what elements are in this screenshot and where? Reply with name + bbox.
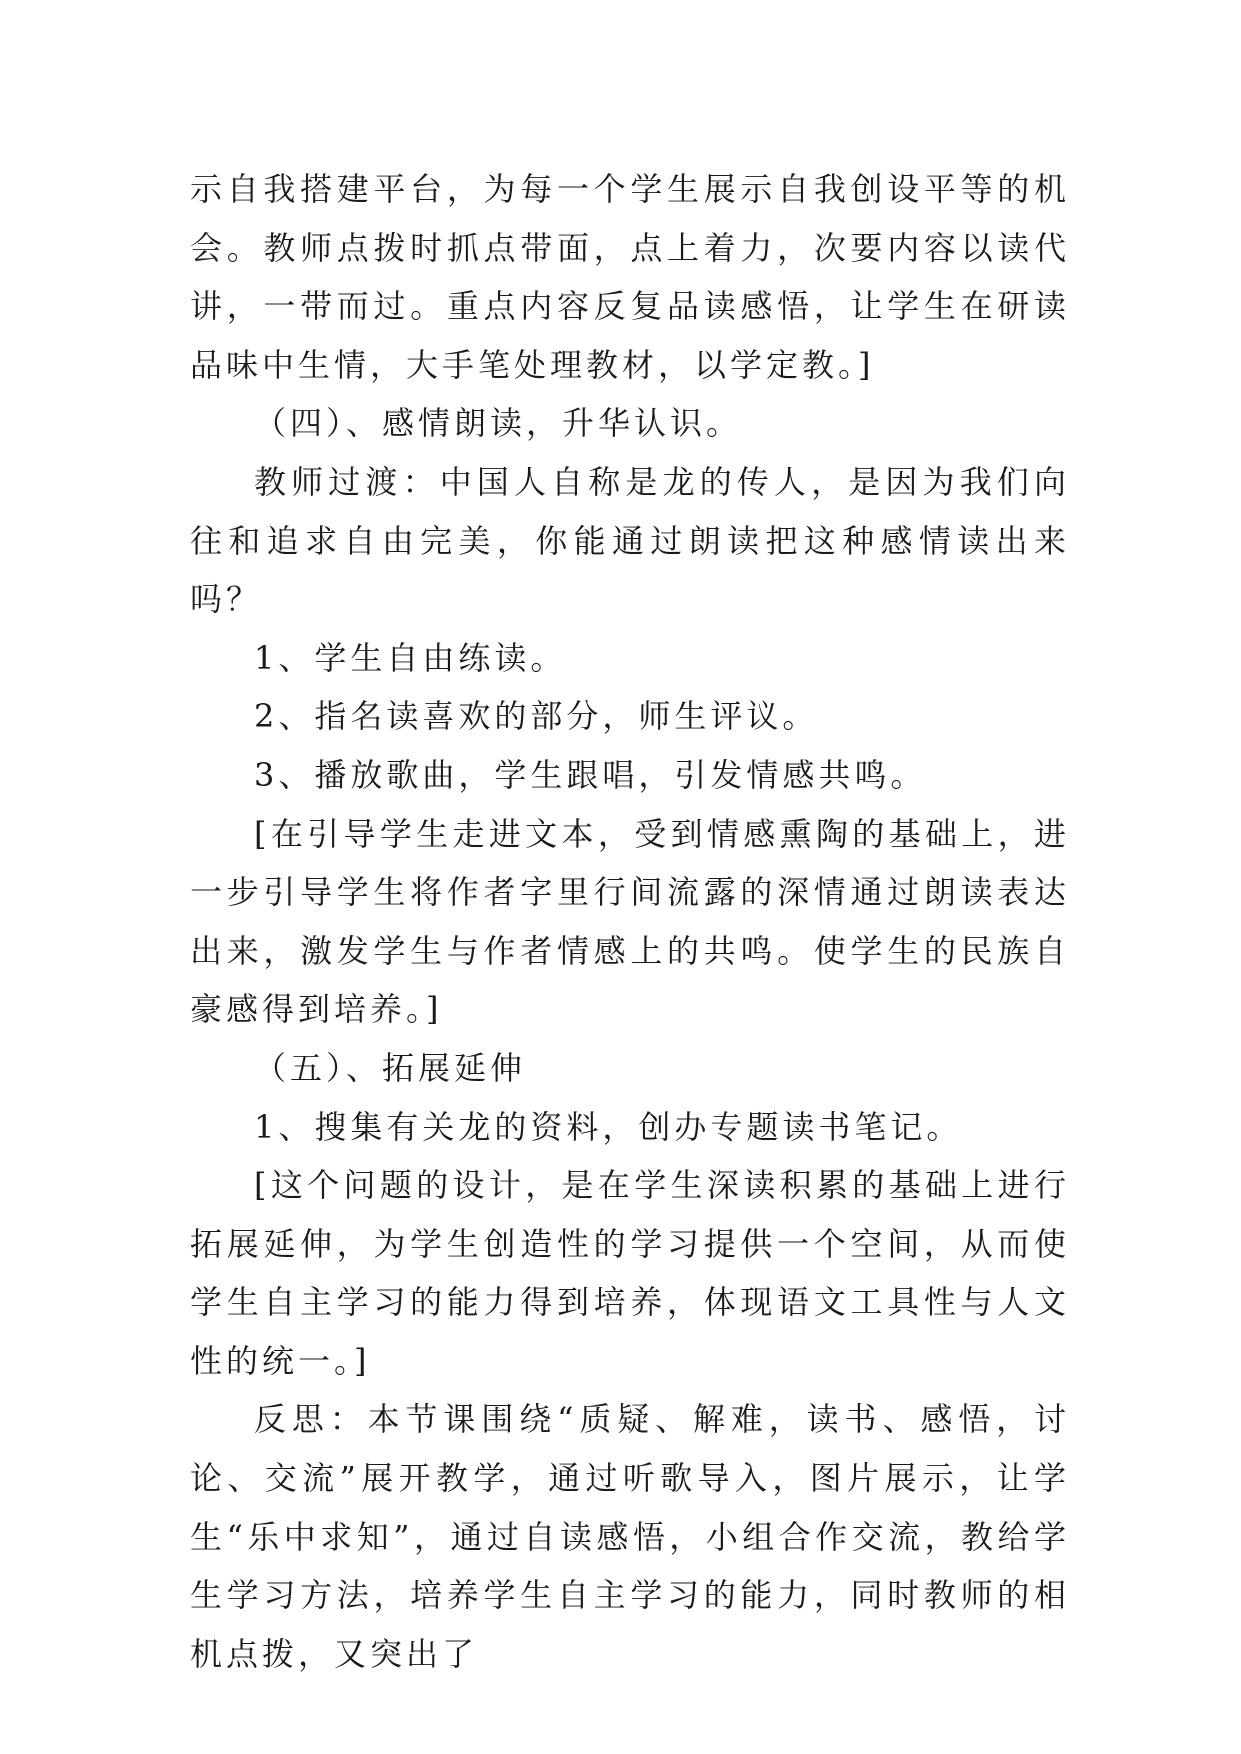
section-heading-four: （四）、感情朗读，升华认识。 <box>254 404 743 443</box>
section-heading-five: （五）、拓展延伸 <box>254 1048 527 1087</box>
paragraph-annotation-extension: [这个问题的设计，是在学生深读积累的基础上进行拓展延伸，为学生创造性的学习提供一个空间，从而使学生自主学习的能力得到培养，体现语文工具性与人文性的统一。] <box>190 1166 1070 1380</box>
document-body <box>190 160 1070 1683</box>
paragraph-teacher-transition: 教师过渡：中国人自称是龙的传人，是因为我们向往和追求自由完美，你能通过朗读把这种感情读出来吗？ <box>190 462 1070 619</box>
list-item-collect: 1、搜集有关龙的资料，创办专题读书笔记。 <box>254 1107 963 1146</box>
list-item-2: 2、指名读喜欢的部分，师生评议。 <box>254 697 819 736</box>
paragraph-annotation-reading: [在引导学生走进文本，受到情感熏陶的基础上，进一步引导学生将作者字里行间流露的深情通过朗读表达出来，激发学生与作者情感上的共鸣。使学生的民族自豪感得到培养。] <box>190 814 1070 1029</box>
paragraph-continuation: 示自我搭建平台，为每一个学生展示自我创设平等的机会。教师点拨时抓点带面，点上着力，次要内容以读代讲，一带而过。重点内容反复品读感悟，让学生在研读品味中生情，大手笔处理教材，以学定教。] <box>190 170 1070 384</box>
paragraph-reflection: 反思：本节课围绕“质疑、解难，读书、感悟，讨论、交流”展开教学，通过听歌导入，图片展示，让学生“乐中求知”，通过自读感悟，小组合作交流，教给学生学习方法，培养学生自主学习的能力，同时教师的相机点拨，又突出了 <box>190 1400 1070 1673</box>
list-item-1: 1、学生自由练读。 <box>254 638 567 677</box>
list-item-3: 3、播放歌曲，学生跟唱，引发情感共鸣。 <box>254 755 927 794</box>
